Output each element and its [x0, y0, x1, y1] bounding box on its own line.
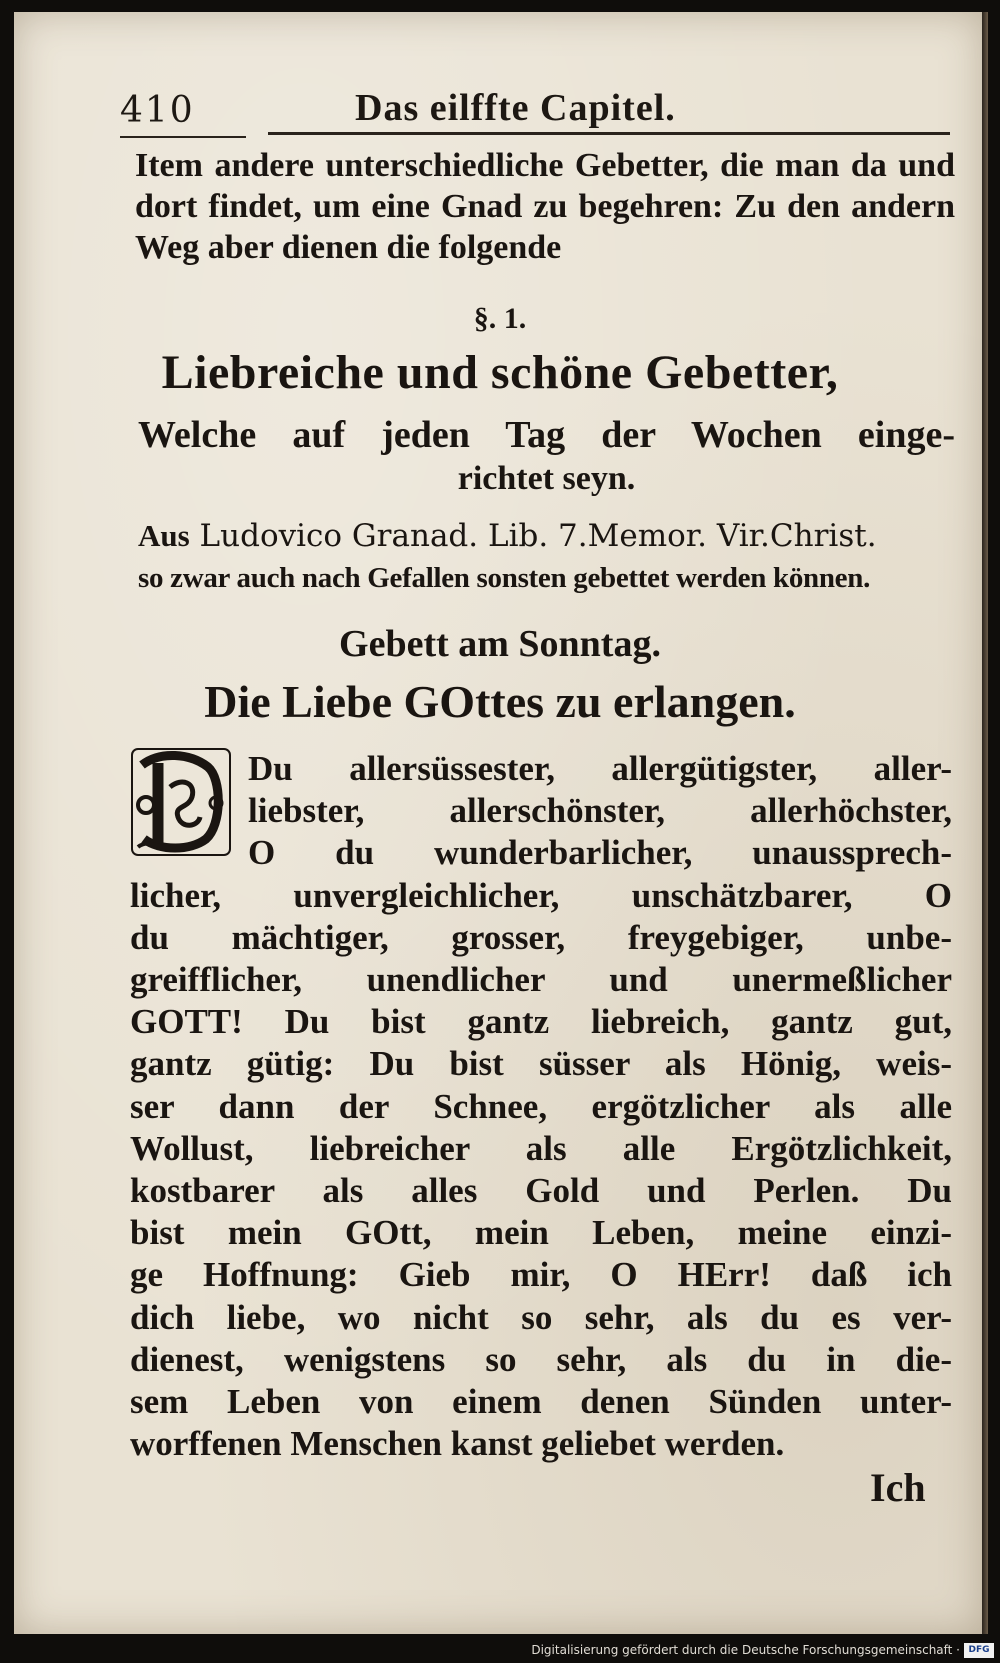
prayer-line: du mächtiger, grosser, freygebiger, unbe-: [130, 917, 952, 957]
header-rule-left: [120, 136, 246, 138]
section-desc-line: richtet seyn.: [457, 460, 636, 497]
prayer-title: Die Liebe GOttes zu erlangen.: [204, 676, 796, 727]
prayer-line: licher, unvergleichlicher, unschätzbarer, O: [130, 875, 952, 915]
dfg-logo-icon: DFG: [964, 1643, 994, 1658]
prayer-line: dienest, wenigstens so sehr, als du in die-: [130, 1339, 952, 1379]
page-number: 410: [120, 90, 195, 131]
intro-line: Weg aber dienen die folgende: [135, 229, 562, 266]
source-line2: so zwar auch nach Gefallen sonsten gebettet werden können.: [138, 562, 871, 594]
footer-bar: [0, 1640, 1000, 1663]
section-mark: §. 1.: [473, 302, 527, 335]
prayer-line: gantz gütig: Du bist süsser als Hönig, weis-: [130, 1044, 952, 1084]
prayer-line: ge Hoffnung: Gieb mir, O HErr! daß ich: [130, 1255, 952, 1295]
intro-line: dort findet, um eine Gnad zu begehren: Zu den andern: [135, 188, 955, 225]
intro-paragraph: [135, 145, 955, 268]
section-description: [138, 413, 955, 501]
source-latin: Ludovico Granad. Lib. 7.Memor. Vir.Christ.: [189, 518, 877, 554]
prayer-line: Du allersüssester, allergütigster, aller-: [248, 749, 952, 788]
running-head: Das eilffte Capitel.: [355, 87, 676, 129]
prayer-line: bist mein GOtt, mein Leben, meine einzi-: [130, 1213, 952, 1253]
source-prefix: Aus: [138, 518, 190, 553]
prayer-line: GOTT! Du bist gantz liebreich, gantz gut,: [130, 1002, 952, 1042]
prayer-line: sem Leben von einem denen Sünden unter-: [130, 1382, 952, 1422]
prayer-line: worffenen Menschen kanst geliebet werden.: [130, 1424, 785, 1464]
prayer-day-heading: Gebett am Sonntag.: [339, 623, 661, 665]
section-desc-line: Welche auf jeden Tag der Wochen einge-: [138, 414, 955, 456]
page-edge: [982, 12, 988, 1634]
prayer-line: dich liebe, wo nicht so sehr, als du es ver-: [130, 1297, 952, 1337]
prayer-line: kostbarer als alles Gold und Perlen. Du: [130, 1171, 952, 1211]
prayer-line: O du wunderbarlicher, unaussprech-: [248, 833, 952, 873]
prayer-body: [130, 748, 952, 1465]
prayer-line: Wollust, liebreicher als alle Ergötzlichkeit,: [130, 1128, 952, 1168]
section-heading: Liebreiche und schöne Gebetter,: [161, 346, 839, 399]
source-citation: [138, 515, 955, 599]
intro-line: Item andere unterschiedliche Gebetter, die man da und: [135, 147, 955, 184]
header-rule-right: [268, 132, 950, 135]
prayer-line: greifflicher, unendlicher und unermeßlicher: [130, 960, 952, 1000]
page-header: [120, 78, 950, 138]
catchword: Ich: [870, 1465, 926, 1510]
prayer-line: ser dann der Schnee, ergötzlicher als alle: [130, 1086, 952, 1126]
footer-credit: Digitalisierung gefördert durch die Deutsche Forschungsgemeinschaft ·: [531, 1643, 960, 1657]
prayer-line: liebster, allerschönster, allerhöchster,: [248, 791, 952, 831]
